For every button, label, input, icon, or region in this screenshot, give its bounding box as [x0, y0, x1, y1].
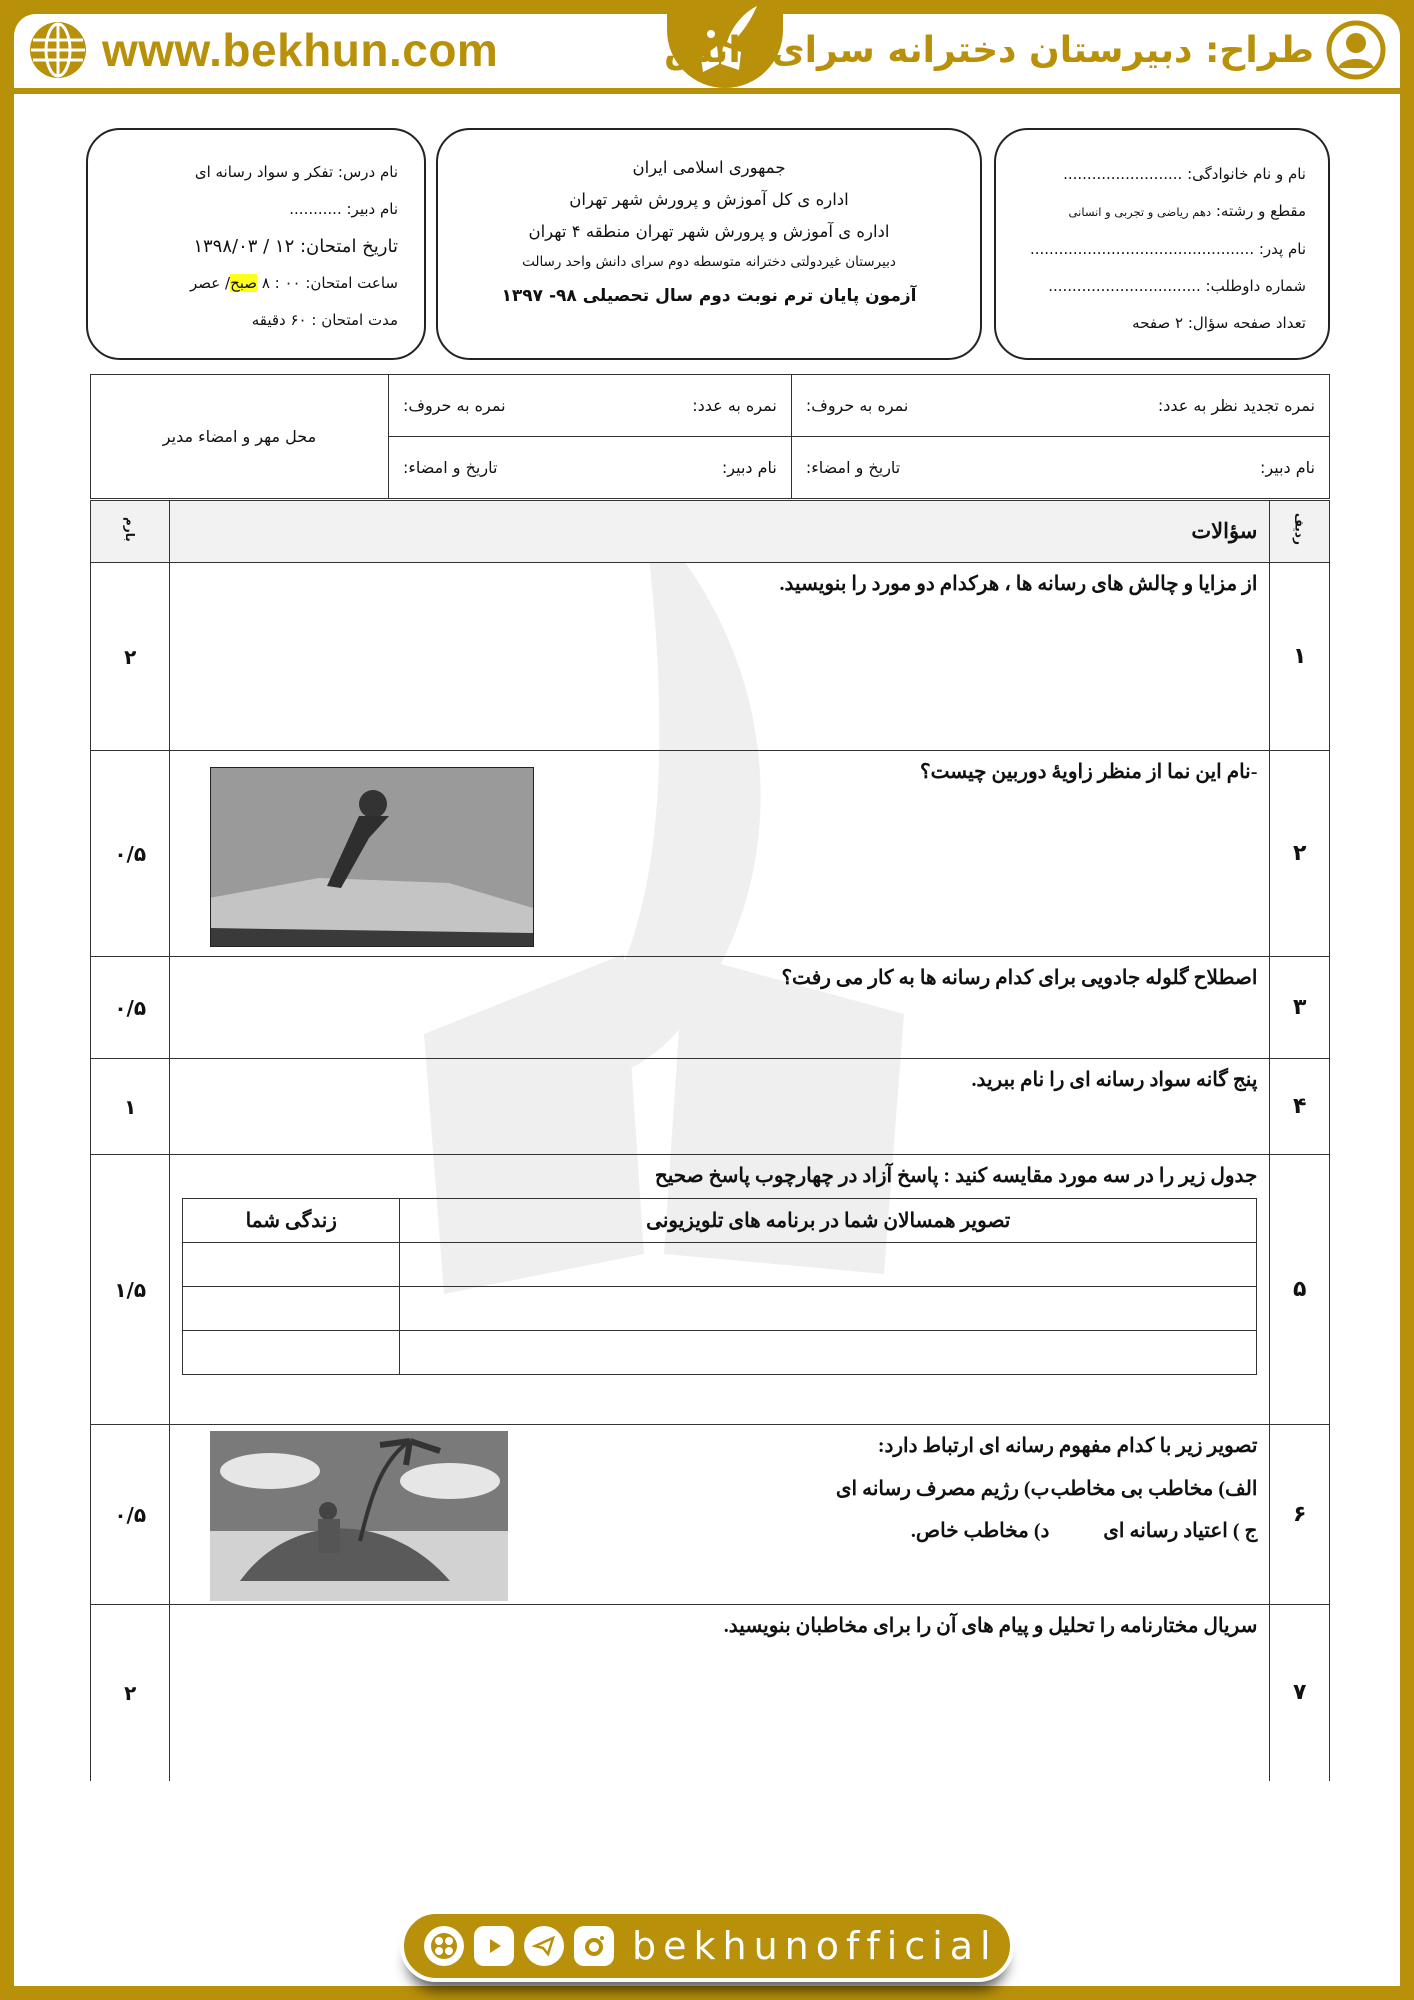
principal-stamp-cell: محل مهر و امضاء مدیر [91, 375, 389, 499]
exam-authority-box [436, 128, 982, 360]
website-text: www.bekhun.com [102, 24, 499, 76]
question-cell [170, 1155, 1270, 1425]
question-score: ۲ [91, 563, 170, 751]
telegram-icon[interactable] [524, 1926, 564, 1966]
user-icon [1326, 20, 1386, 80]
designer-text: طراح: دبیرستان دخترانه سرای دانش [663, 29, 1314, 71]
question-text: پنج گانه سواد رسانه ای را نام ببرید. [170, 1059, 1270, 1155]
father-name-field: نام پدر: ............................................... [1029, 240, 1306, 258]
answer-cell[interactable] [183, 1331, 400, 1375]
student-info-box [994, 128, 1330, 360]
authority-line-3: اداره ی آموزش و پرورش شهر تهران منطقه ۴ تهران [528, 222, 890, 241]
designer-credit [664, 18, 1386, 82]
answer-cell[interactable] [183, 1287, 400, 1331]
island-cartoon [210, 1431, 508, 1601]
questions-column-header: سؤالات [170, 501, 1270, 563]
time-highlight: صبح [230, 274, 258, 292]
grade-cell: نمره به عدد: نمره به حروف: [389, 375, 792, 437]
revised-grade-cell: نمره تجدید نظر به عدد: نمره به حروف: [791, 375, 1329, 437]
grade-label: مقطع و رشته: [1215, 202, 1306, 220]
website-link[interactable] [28, 18, 498, 82]
authority-line-1: جمهوری اسلامی ایران [632, 158, 786, 177]
exam-time: ساعت امتحان: ۰۰ : ۸ صبح/ عصر [190, 274, 398, 292]
answer-cell[interactable] [400, 1331, 1257, 1375]
question-number: ۱ [1270, 563, 1330, 751]
comparison-header-tv: تصویر همسالان شما در برنامه های تلویزیونی [400, 1199, 1257, 1243]
questions-header-row [91, 501, 1330, 563]
question-text: از مزایا و چالش های رسانه ها ، هرکدام دو مورد را بنویسید. [170, 563, 1270, 751]
question-number: ۵ [1270, 1155, 1330, 1425]
score-column-header: بارم [91, 501, 170, 563]
question-number: ۶ [1270, 1425, 1330, 1605]
question-score: ۱/۵ [91, 1155, 170, 1425]
question-text: اصطلاح گلوله جادویی برای کدام رسانه ها به کار می رفت؟ [170, 957, 1270, 1059]
question-text: جدول زیر را در سه مورد مقایسه کنید : پاسخ آزاد در چهارچوب پاسخ صحیح [654, 1165, 1258, 1187]
page-count: تعداد صفحه سؤال: ۲ صفحه [1132, 314, 1306, 332]
question-number: ۷ [1270, 1605, 1330, 1781]
grading-table [90, 374, 1330, 499]
authority-line-2: اداره ی کل آموزش و پرورش شهر تهران [569, 190, 849, 209]
exam-paper [14, 94, 1400, 1986]
teacher-signature-cell: نام دبیر: تاریخ و امضاء: [389, 437, 792, 499]
question-cell [170, 751, 1270, 957]
row-column-header: ردیف [1270, 501, 1330, 563]
question-row-4 [91, 1059, 1330, 1155]
aparat-icon[interactable] [424, 1926, 464, 1966]
grade-field [1012, 193, 1306, 231]
candidate-number-field: شماره داوطلب: ................................ [1048, 277, 1306, 295]
camera-angle-photo [210, 767, 534, 947]
comparison-table [182, 1198, 1257, 1375]
question-text: تصویر زیر با کدام مفهوم رسانه ای ارتباط دارد: [877, 1435, 1258, 1457]
grade-value: دهم ریاضی و تجربی و انسانی [1068, 205, 1212, 219]
question-cell [170, 1425, 1270, 1605]
teacher-name-field: نام دبیر: ........... [289, 200, 398, 218]
option-a[interactable]: الف) مخاطب بی مخاطب [1050, 1478, 1258, 1500]
question-row-3 [91, 957, 1330, 1059]
question-text: -نام این نما از منظر زاویهٔ دوربین چیست؟ [920, 761, 1258, 783]
globe-icon [28, 20, 88, 80]
full-name-field: نام و نام خانوادگی: ......................... [1063, 165, 1306, 183]
option-c[interactable]: ج ) اعتیاد رسانه ای [1103, 1520, 1258, 1542]
question-row-7 [91, 1605, 1330, 1781]
question-number: ۳ [1270, 957, 1330, 1059]
answer-cell[interactable] [183, 1243, 400, 1287]
question-row-6 [91, 1425, 1330, 1605]
answer-cell[interactable] [400, 1287, 1257, 1331]
comparison-header-life: زندگی شما [183, 1199, 400, 1243]
question-score: ۰/۵ [91, 751, 170, 957]
questions-table [90, 500, 1330, 1781]
course-info-box [86, 128, 426, 360]
instagram-icon[interactable] [574, 1926, 614, 1966]
question-number: ۴ [1270, 1059, 1330, 1155]
exam-title: آزمون پایان ترم نوبت دوم سال تحصیلی ۹۸- ۱۳۹۷ [501, 286, 917, 306]
question-score: ۱ [91, 1059, 170, 1155]
social-footer [400, 1910, 1014, 1982]
question-row-5 [91, 1155, 1330, 1425]
question-row-2 [91, 751, 1330, 957]
option-d[interactable]: د) مخاطب خاص. [910, 1520, 1050, 1542]
question-score: ۰/۵ [91, 957, 170, 1059]
question-score: ۲ [91, 1605, 170, 1781]
youtube-icon[interactable] [474, 1926, 514, 1966]
revision-teacher-cell: نام دبیر: تاریخ و امضاء: [791, 437, 1329, 499]
school-name: دبیرستان غیردولتی دخترانه متوسطه دوم سرای دانش واحد رسالت [522, 254, 896, 270]
question-score: ۰/۵ [91, 1425, 170, 1605]
question-number: ۲ [1270, 751, 1330, 957]
exam-date: تاریخ امتحان: ۱۲ / ۱۳۹۸/۰۳ [193, 236, 398, 257]
option-b[interactable]: ب) رژیم مصرف رسانه ای [835, 1478, 1050, 1500]
question-text: سریال مختارنامه را تحلیل و پیام های آن را برای مخاطبان بنویسید. [170, 1605, 1270, 1781]
question-row-1 [91, 563, 1330, 751]
social-handle[interactable]: bekhunofficial [632, 1924, 998, 1968]
exam-duration: مدت امتحان : ۶۰ دقیقه [251, 311, 398, 329]
course-name: نام درس: تفکر و سواد رسانه ای [194, 163, 398, 181]
answer-cell[interactable] [400, 1243, 1257, 1287]
